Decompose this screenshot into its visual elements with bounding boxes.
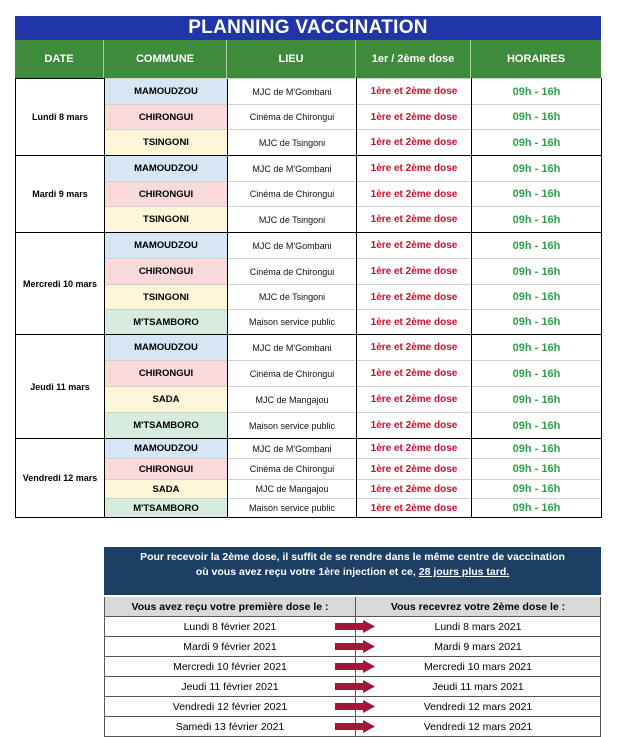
horaires-cell: 09h - 16h — [472, 130, 602, 156]
lieu-cell: MJC de M'Gombani — [228, 233, 357, 259]
recap-first-date: Lundi 8 février 2021 — [104, 617, 356, 636]
commune-cell: TSINGONI — [105, 130, 228, 156]
recap-first-date: Mercredi 10 février 2021 — [104, 657, 356, 676]
horaires-cell: 09h - 16h — [472, 499, 602, 518]
lieu-cell: Maison service public — [228, 310, 357, 335]
horaires-cell: 09h - 16h — [472, 480, 602, 499]
recap-header — [104, 597, 601, 617]
commune-cell: M'TSAMBORO — [105, 310, 228, 335]
recap-second-date: Vendredi 12 mars 2021 — [356, 717, 601, 736]
horaires-cell: 09h - 16h — [472, 156, 602, 182]
dose-cell: 1ère et 2ème dose — [357, 387, 472, 413]
header-date: DATE — [15, 40, 104, 78]
date-cell: Jeudi 11 mars — [16, 335, 105, 439]
commune-cell: TSINGONI — [105, 207, 228, 233]
commune-cell: MAMOUDZOU — [105, 156, 228, 182]
recap-row — [104, 657, 601, 677]
commune-cell: MAMOUDZOU — [105, 79, 228, 105]
dose-cell: 1ère et 2ème dose — [357, 459, 472, 480]
recap-row — [104, 697, 601, 717]
commune-cell: M'TSAMBORO — [105, 413, 228, 439]
info-box — [104, 547, 601, 595]
horaires-cell: 09h - 16h — [472, 310, 602, 335]
header-dose: 1er / 2ème dose — [356, 40, 471, 78]
dose-cell: 1ère et 2ème dose — [357, 259, 472, 285]
horaires-cell: 09h - 16h — [472, 182, 602, 207]
date-cell: Vendredi 12 mars — [16, 439, 105, 518]
info-emphasis: 28 jours plus tard. — [418, 566, 510, 578]
page-title: PLANNING VACCINATION — [15, 16, 601, 40]
recap-row — [104, 717, 601, 737]
commune-cell: CHIRONGUI — [105, 105, 228, 130]
horaires-cell: 09h - 16h — [472, 439, 602, 459]
arrow-right-icon — [335, 660, 375, 673]
dose-cell: 1ère et 2ème dose — [357, 480, 472, 499]
table-row — [16, 439, 602, 459]
horaires-cell: 09h - 16h — [472, 459, 602, 480]
lieu-cell: MJC de Tsingoni — [228, 130, 357, 156]
dose-cell: 1ère et 2ème dose — [357, 233, 472, 259]
dose-cell: 1ère et 2ème dose — [357, 361, 472, 387]
lieu-cell: Cinéma de Chirongui — [228, 182, 357, 207]
recap-row — [104, 677, 601, 697]
dose-cell: 1ère et 2ème dose — [357, 105, 472, 130]
lieu-cell: MJC de M'Gombani — [228, 335, 357, 361]
arrow-right-icon — [335, 620, 375, 633]
lieu-cell: MJC de M'Gombani — [228, 439, 357, 459]
commune-cell: CHIRONGUI — [105, 182, 228, 207]
header-horaires: HORAIRES — [506, 53, 566, 65]
commune-cell: CHIRONGUI — [105, 459, 228, 480]
dose-cell: 1ère et 2ème dose — [357, 130, 472, 156]
lieu-cell: Cinéma de Chirongui — [228, 105, 357, 130]
info-line-1: Pour recevoir la 2ème dose, il suffit de se rendre dans le même centre de vaccination — [140, 551, 565, 563]
horaires-cell: 09h - 16h — [472, 335, 602, 361]
date-cell: Mardi 9 mars — [16, 156, 105, 233]
recap-row — [104, 617, 601, 637]
recap-first-date: Samedi 13 février 2021 — [104, 717, 356, 736]
info-line-2: où vous avez reçu votre 1ère injection et ce, 28 jours plus tard. — [195, 566, 510, 578]
commune-cell: CHIRONGUI — [105, 361, 228, 387]
arrow-right-icon — [335, 700, 375, 713]
lieu-cell: Maison service public — [228, 499, 357, 518]
commune-cell: MAMOUDZOU — [105, 233, 228, 259]
commune-cell: M'TSAMBORO — [105, 499, 228, 518]
lieu-cell: MJC de Tsingoni — [228, 285, 357, 310]
horaires-cell: 09h - 16h — [472, 285, 602, 310]
recap-second-date: Vendredi 12 mars 2021 — [356, 697, 601, 716]
lieu-cell: Cinéma de Chirongui — [228, 459, 357, 480]
lieu-cell: MJC de Mangajou — [228, 480, 357, 499]
arrow-right-icon — [335, 720, 375, 733]
dose-cell: 1ère et 2ème dose — [357, 285, 472, 310]
table-row — [16, 79, 602, 105]
commune-cell: TSINGONI — [105, 285, 228, 310]
table-row — [16, 335, 602, 361]
horaires-cell: 09h - 16h — [472, 413, 602, 439]
lieu-cell: Maison service public — [228, 413, 357, 439]
lieu-cell: MJC de Mangajou — [228, 387, 357, 413]
horaires-cell: 09h - 16h — [472, 105, 602, 130]
commune-cell: SADA — [105, 480, 228, 499]
table-row — [16, 233, 602, 259]
commune-cell: MAMOUDZOU — [105, 439, 228, 459]
dose-cell: 1ère et 2ème dose — [357, 310, 472, 335]
dose-cell: 1ère et 2ème dose — [357, 439, 472, 459]
horaires-cell: 09h - 16h — [472, 361, 602, 387]
table-header — [15, 40, 601, 78]
date-cell: Lundi 8 mars — [16, 79, 105, 156]
dose-cell: 1ère et 2ème dose — [357, 79, 472, 105]
horaires-cell: 09h - 16h — [472, 233, 602, 259]
recap-first-date: Mardi 9 février 2021 — [104, 637, 356, 656]
planning-table — [15, 78, 602, 518]
commune-cell: MAMOUDZOU — [105, 335, 228, 361]
horaires-cell: 09h - 16h — [472, 79, 602, 105]
recap-second-date: Mercredi 10 mars 2021 — [356, 657, 601, 676]
lieu-cell: MJC de M'Gombani — [228, 156, 357, 182]
commune-cell: CHIRONGUI — [105, 259, 228, 285]
commune-cell: SADA — [105, 387, 228, 413]
header-lieu: LIEU — [227, 40, 356, 78]
recap-header-first: Vous avez reçu votre première dose le : — [104, 597, 356, 616]
lieu-cell: Cinéma de Chirongui — [228, 361, 357, 387]
recap-second-date: Jeudi 11 mars 2021 — [356, 677, 601, 696]
dose-cell: 1ère et 2ème dose — [357, 413, 472, 439]
dose-cell: 1ère et 2ème dose — [357, 499, 472, 518]
arrow-right-icon — [335, 640, 375, 653]
dose-cell: 1ère et 2ème dose — [357, 207, 472, 233]
lieu-cell: MJC de Tsingoni — [228, 207, 357, 233]
lieu-cell: MJC de M'Gombani — [228, 79, 357, 105]
lieu-cell: Cinéma de Chirongui — [228, 259, 357, 285]
dose-cell: 1ère et 2ème dose — [357, 335, 472, 361]
recap-first-date: Jeudi 11 février 2021 — [104, 677, 356, 696]
horaires-cell: 09h - 16h — [472, 259, 602, 285]
recap-second-date: Lundi 8 mars 2021 — [356, 617, 601, 636]
horaires-cell: 09h - 16h — [472, 387, 602, 413]
recap-second-date: Mardi 9 mars 2021 — [356, 637, 601, 656]
recap-table — [104, 597, 601, 737]
header-commune: COMMUNE — [104, 40, 227, 78]
table-row — [16, 156, 602, 182]
arrow-right-icon — [335, 680, 375, 693]
dose-cell: 1ère et 2ème dose — [357, 156, 472, 182]
recap-row — [104, 637, 601, 657]
recap-first-date: Vendredi 12 février 2021 — [104, 697, 356, 716]
date-cell: Mercredi 10 mars — [16, 233, 105, 335]
dose-cell: 1ère et 2ème dose — [357, 182, 472, 207]
recap-header-second: Vous recevrez votre 2ème dose le : — [356, 597, 601, 616]
horaires-cell: 09h - 16h — [472, 207, 602, 233]
